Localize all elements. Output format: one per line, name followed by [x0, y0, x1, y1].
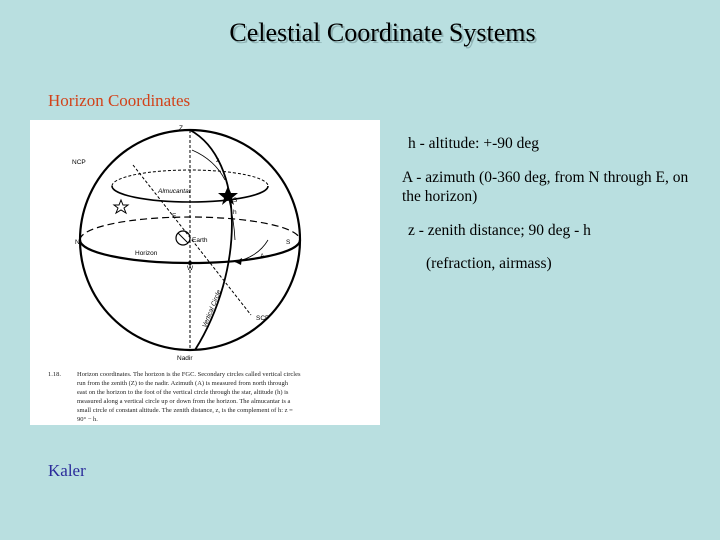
label-star: S	[233, 197, 238, 204]
caption-line-1: Horizon coordinates. The horizon is the FGC. Secondary circles called vertical circles	[77, 371, 301, 378]
label-south: S	[286, 239, 291, 246]
label-z-angle: z	[216, 157, 220, 164]
label-north: N	[75, 239, 80, 246]
label-west: W	[187, 265, 194, 272]
credit-text: Kaler	[48, 461, 86, 480]
bullet-refraction: (refraction, airmass)	[426, 255, 552, 272]
label-h-angle: h	[233, 209, 237, 216]
bullet-altitude: h - altitude: +-90 deg	[408, 135, 539, 152]
star-outline-icon	[114, 200, 128, 213]
label-earth: Earth	[192, 237, 208, 244]
label-vertical-circle: Vertical Circle	[201, 289, 223, 329]
label-zenith: Z	[179, 125, 183, 132]
slide-subtitle: Horizon Coordinates	[48, 91, 191, 110]
bullet-azimuth: A - azimuth (0-360 deg, from N through E, on the horizon)	[402, 169, 689, 205]
caption-line-6: 90° − h.	[77, 416, 98, 423]
caption-line-2: run from the zenith (Z) to the nadir. Azimuth (A) is measured from north through	[77, 380, 289, 387]
label-nadir: Nadir	[177, 355, 193, 362]
caption-line-3: east on the horizon to the foot of the vertical circle through the star, altitude (h) is	[77, 389, 289, 396]
label-ncp: NCP	[72, 159, 86, 166]
label-east: E	[172, 213, 177, 220]
caption-number: 1.18.	[48, 371, 61, 378]
label-horizon: Horizon	[135, 250, 158, 257]
label-azimuth: A	[260, 253, 265, 260]
horizon-diagram-figure	[30, 120, 380, 425]
caption-line-4: measured along a vertical circle up or down from the horizon. The almucantar is a	[77, 398, 291, 405]
celestial-sphere-diagram	[30, 120, 380, 425]
bullet-zenith-distance: z - zenith distance; 90 deg - h	[408, 222, 591, 239]
slide-title: Celestial Coordinate Systems	[229, 18, 536, 47]
azimuth-arrowhead	[235, 258, 242, 265]
label-scp: SCP	[256, 315, 270, 322]
caption-line-5: small circle of constant altitude. The zenith distance, z, is the complement of h: z =	[77, 407, 293, 414]
label-almucantar: Almucantar	[158, 188, 191, 195]
